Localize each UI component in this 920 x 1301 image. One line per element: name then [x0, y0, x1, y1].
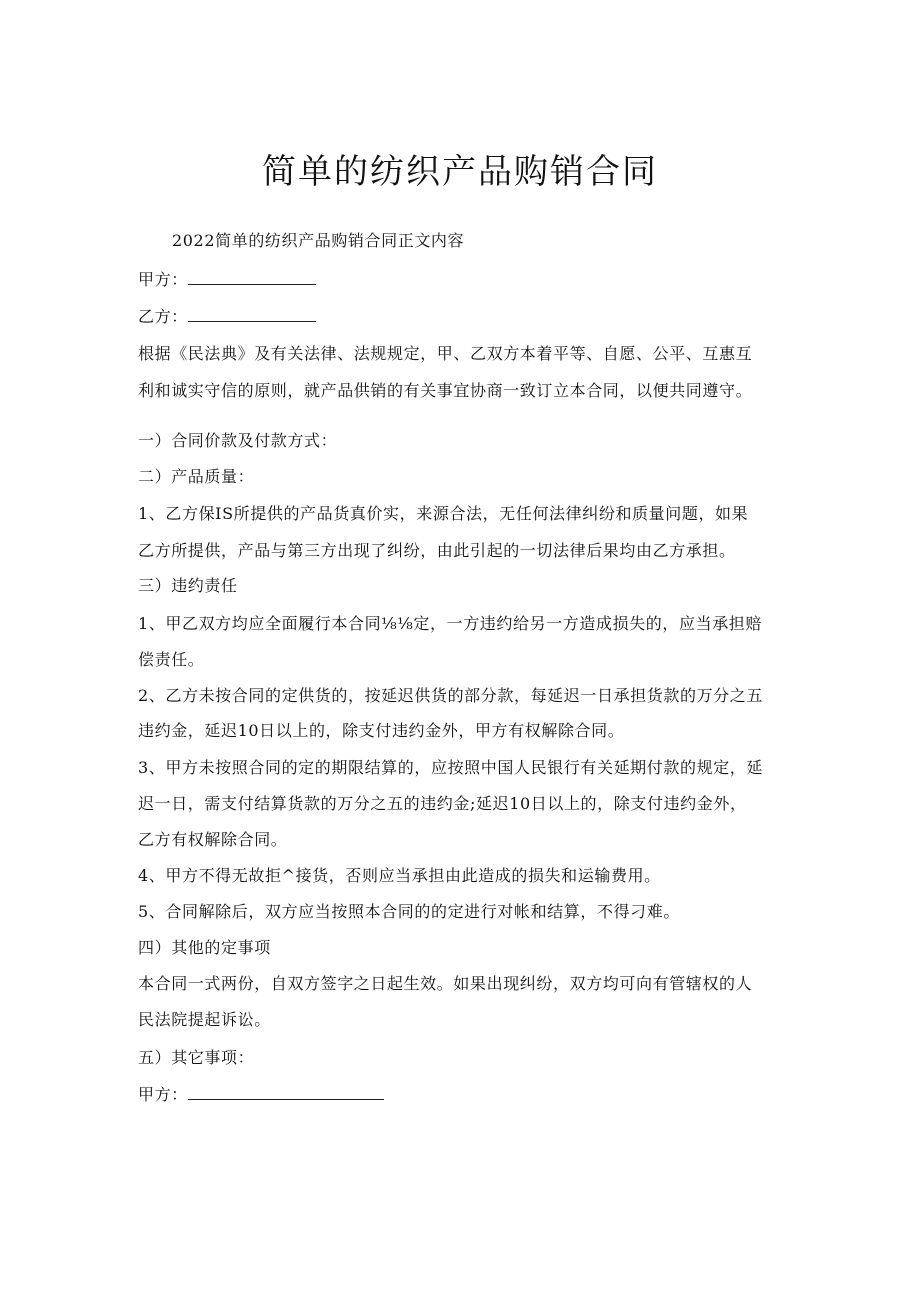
- party-b-line: [138, 305, 788, 329]
- party-a-blank: [188, 270, 316, 285]
- document-title: 简单的纺织产品购销合同: [262, 152, 658, 192]
- document-subtitle: 2022简单的纺织产品购销合同正文内容: [172, 231, 465, 250]
- footer-party-a-blank: [188, 1085, 384, 1100]
- section-heading: 四）其他的定事项: [138, 938, 271, 957]
- party-b-blank: [188, 307, 316, 322]
- clause-line: 偿责任。: [138, 650, 205, 669]
- clause-line: 违约金，延迟10日以上的，除支付违约金外，甲方有权解除合同。: [138, 721, 625, 740]
- clause-line: 本合同一式两份，自双方签字之日起生效。如果出现纠纷，双方均可向有管辖权的人: [138, 974, 753, 993]
- clause-line: 民法院提起诉讼。: [138, 1010, 271, 1029]
- section-heading: 五）其它事项：: [138, 1048, 255, 1067]
- section-heading: 三）违约责任: [138, 576, 238, 595]
- section-heading: 二）产品质量：: [138, 467, 255, 486]
- footer-party-a-line: [138, 1083, 788, 1107]
- preamble-line: 利和诚实守信的原则，就产品供销的有关事宜协商一致订立本合同，以便共同遵守。: [138, 381, 753, 400]
- clause-line: 1、乙方保IS所提供的产品货真价实，来源合法，无任何法律纠纷和质量问题，如果: [138, 504, 749, 523]
- preamble-line: 根据《民法典》及有关法律、法规规定，甲、乙双方本着平等、自愿、公平、互惠互: [138, 344, 753, 363]
- clause-line: 4、甲方不得无故拒^接货，否则应当承担由此造成的损失和运输费用。: [138, 866, 661, 885]
- party-b-label: 乙方：: [138, 307, 188, 326]
- section-heading: 一）合同价款及付款方式：: [138, 431, 338, 450]
- clause-line: 乙方有权解除合同。: [138, 830, 288, 849]
- party-a-line: [138, 268, 788, 292]
- clause-line: 5、合同解除后，双方应当按照本合同的的定进行对帐和结算，不得刁难。: [138, 902, 680, 921]
- clause-line: 1、甲乙双方均应全面履行本合同⅛⅛定，一方违约给另一方造成损失的，应当承担赔: [138, 614, 762, 633]
- clause-line: 迟一日，需支付结算货款的万分之五的违约金;延迟10日以上的，除支付违约金外，: [138, 794, 747, 813]
- footer-party-a-label: 甲方：: [138, 1085, 188, 1104]
- party-a-label: 甲方：: [138, 270, 188, 289]
- clause-line: 2、乙方未按合同的定供货的，按延迟供货的部分款，每延迟一日承担货款的万分之五: [138, 686, 763, 705]
- clause-line: 乙方所提供，产品与第三方出现了纠纷，由此引起的一切法律后果均由乙方承担。: [138, 541, 736, 560]
- clause-line: 3、甲方未按照合同的定的期限结算的，应按照中国人民银行有关延期付款的规定，延: [138, 758, 763, 777]
